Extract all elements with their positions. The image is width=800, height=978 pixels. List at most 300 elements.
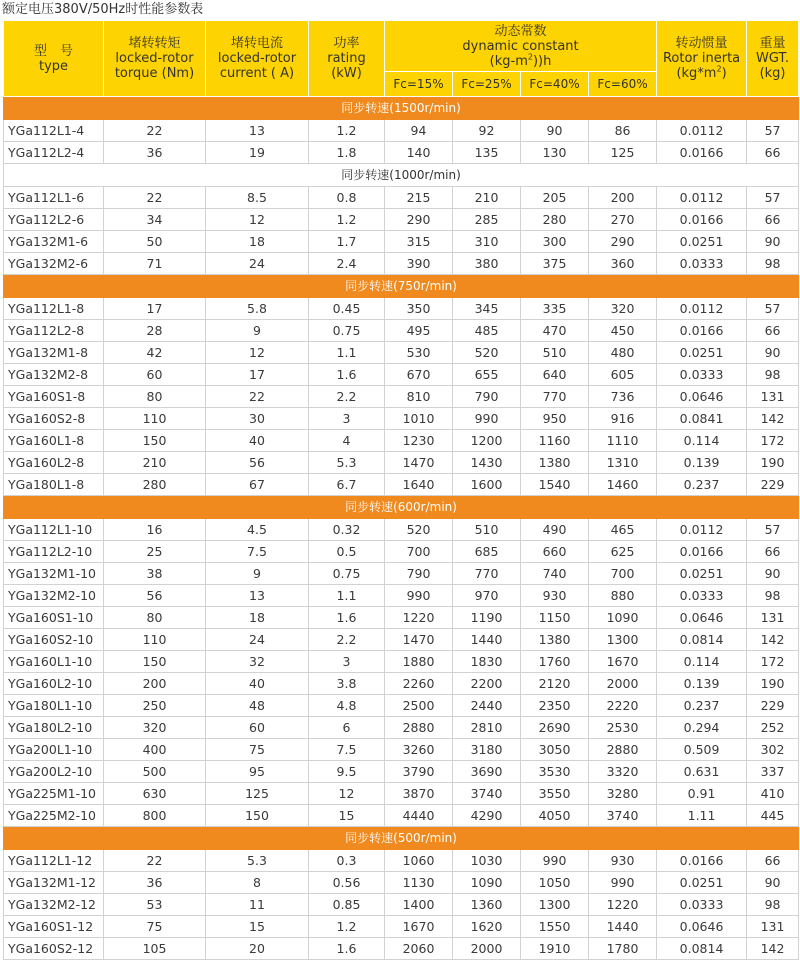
model-cell: YGa132M2-10 [4,585,104,607]
value-cell: 1090 [453,872,521,894]
value-cell: 0.294 [657,717,747,739]
header-power-en2: (kW) [331,66,362,81]
model-cell: YGa160L2-8 [4,452,104,474]
value-cell: 4 [309,430,385,452]
header-power-cn: 功率 [333,36,360,51]
value-cell: 20 [206,938,309,960]
section-header-row [4,827,799,850]
table-row [4,209,799,231]
value-cell: 350 [385,298,453,320]
value-cell: 2.4 [309,253,385,275]
value-cell: 4.5 [206,519,309,541]
value-cell: 5.8 [206,298,309,320]
header-type [4,21,104,97]
value-cell: 131 [747,916,799,938]
value-cell: 1540 [521,474,589,496]
value-cell: 18 [206,607,309,629]
table-row [4,541,799,563]
value-cell: 28 [104,320,206,342]
value-cell: 280 [521,209,589,231]
value-cell: 950 [521,408,589,430]
model-cell: YGa112L2-10 [4,541,104,563]
value-cell: 0.8 [309,187,385,209]
value-cell: 19 [206,142,309,164]
value-cell: 1.1 [309,342,385,364]
value-cell: 2350 [521,695,589,717]
value-cell: 290 [589,231,657,253]
value-cell: 30 [206,408,309,430]
value-cell: 75 [104,916,206,938]
table-row [4,916,799,938]
value-cell: 605 [589,364,657,386]
table-row [4,695,799,717]
header-torque-en1: locked-rotor [115,51,194,66]
value-cell: 880 [589,585,657,607]
value-cell: 320 [589,298,657,320]
value-cell: 410 [747,783,799,805]
value-cell: 32 [206,651,309,673]
value-cell: 335 [521,298,589,320]
value-cell: 98 [747,894,799,916]
value-cell: 302 [747,739,799,761]
value-cell: 1430 [453,452,521,474]
header-torque-cn: 堵转转矩 [128,36,181,51]
table-row [4,563,799,585]
value-cell: 2000 [453,938,521,960]
value-cell: 345 [453,298,521,320]
value-cell: 0.0166 [657,541,747,563]
value-cell: 1620 [453,916,521,938]
value-cell: 125 [589,142,657,164]
table-row [4,805,799,827]
table-row [4,850,799,872]
value-cell: 8.5 [206,187,309,209]
value-cell: 685 [453,541,521,563]
value-cell: 86 [589,120,657,142]
value-cell: 3550 [521,783,589,805]
value-cell: 285 [453,209,521,231]
table-row [4,408,799,430]
value-cell: 7.5 [309,739,385,761]
value-cell: 1.11 [657,805,747,827]
value-cell: 0.0166 [657,850,747,872]
value-cell: 94 [385,120,453,142]
table-row [4,452,799,474]
value-cell: 0.0112 [657,298,747,320]
value-cell: 215 [385,187,453,209]
value-cell: 375 [521,253,589,275]
value-cell: 660 [521,541,589,563]
value-cell: 0.0646 [657,916,747,938]
value-cell: 57 [747,519,799,541]
value-cell: 90 [747,342,799,364]
value-cell: 2690 [521,717,589,739]
model-cell: YGa112L1-4 [4,120,104,142]
table-row [4,739,799,761]
value-cell: 131 [747,386,799,408]
value-cell: 280 [104,474,206,496]
value-cell: 40 [206,673,309,695]
model-cell: YGa132M2-12 [4,894,104,916]
value-cell: 0.0646 [657,386,747,408]
value-cell: 0.114 [657,651,747,673]
table-row [4,872,799,894]
value-cell: 80 [104,386,206,408]
value-cell: 150 [206,805,309,827]
value-cell: 3050 [521,739,589,761]
value-cell: 310 [453,231,521,253]
value-cell: 1380 [521,452,589,474]
value-cell: 75 [206,739,309,761]
header-fc-60: Fc=60% [589,72,657,97]
value-cell: 0.114 [657,430,747,452]
table-row [4,585,799,607]
table-row [4,142,799,164]
value-cell: 53 [104,894,206,916]
value-cell: 9.5 [309,761,385,783]
value-cell: 1.7 [309,231,385,253]
model-cell: YGa180L2-10 [4,717,104,739]
table-row [4,187,799,209]
value-cell: 990 [521,850,589,872]
value-cell: 0.0251 [657,342,747,364]
value-cell: 0.0251 [657,231,747,253]
header-inertia-unit: $(kg*m^2)$ [676,64,727,81]
value-cell: 380 [453,253,521,275]
value-cell: 1200 [453,430,521,452]
value-cell: 190 [747,673,799,695]
model-cell: YGa132M2-8 [4,364,104,386]
value-cell: 3280 [589,783,657,805]
value-cell: 0.45 [309,298,385,320]
table-row [4,651,799,673]
value-cell: 142 [747,408,799,430]
table-row [4,761,799,783]
value-cell: 66 [747,850,799,872]
value-cell: 22 [104,120,206,142]
value-cell: 1760 [521,651,589,673]
value-cell: 1110 [589,430,657,452]
value-cell: 3740 [589,805,657,827]
value-cell: 3.8 [309,673,385,695]
value-cell: 5.3 [206,850,309,872]
value-cell: 92 [453,120,521,142]
value-cell: 0.85 [309,894,385,916]
value-cell: 3530 [521,761,589,783]
value-cell: 2810 [453,717,521,739]
value-cell: 2.2 [309,386,385,408]
value-cell: 56 [206,452,309,474]
value-cell: 0.0112 [657,120,747,142]
value-cell: 229 [747,695,799,717]
table-row [4,717,799,739]
value-cell: 930 [521,585,589,607]
value-cell: 3180 [453,739,521,761]
value-cell: 700 [385,541,453,563]
model-cell: YGa180L1-10 [4,695,104,717]
value-cell: 13 [206,585,309,607]
header-fc-25: Fc=25% [453,72,521,97]
value-cell: 0.0166 [657,142,747,164]
table-row [4,320,799,342]
value-cell: 1090 [589,607,657,629]
section-title: 同步转速(750r/min) [4,275,799,298]
value-cell: 40 [206,430,309,452]
value-cell: 95 [206,761,309,783]
value-cell: 190 [747,452,799,474]
value-cell: 0.0333 [657,364,747,386]
value-cell: 15 [309,805,385,827]
value-cell: 200 [104,673,206,695]
value-cell: 1880 [385,651,453,673]
value-cell: 2060 [385,938,453,960]
value-cell: 1310 [589,452,657,474]
model-cell: YGa132M1-10 [4,563,104,585]
value-cell: 131 [747,607,799,629]
value-cell: 15 [206,916,309,938]
value-cell: 625 [589,541,657,563]
value-cell: 5.3 [309,452,385,474]
value-cell: 1060 [385,850,453,872]
value-cell: 465 [589,519,657,541]
model-cell: YGa112L1-8 [4,298,104,320]
value-cell: 2260 [385,673,453,695]
value-cell: 0.56 [309,872,385,894]
value-cell: 470 [521,320,589,342]
value-cell: 1220 [589,894,657,916]
value-cell: 790 [385,563,453,585]
value-cell: 1220 [385,607,453,629]
header-weight-cn: 重量 [759,36,786,51]
value-cell: 98 [747,364,799,386]
table-row [4,298,799,320]
value-cell: 90 [747,872,799,894]
value-cell: 1160 [521,430,589,452]
table-row [4,430,799,452]
value-cell: 530 [385,342,453,364]
header-current-cn: 堵转电流 [230,36,283,51]
value-cell: 0.75 [309,563,385,585]
model-cell: YGa225M2-10 [4,805,104,827]
value-cell: 0.0333 [657,253,747,275]
value-cell: 150 [104,651,206,673]
value-cell: 50 [104,231,206,253]
value-cell: 930 [589,850,657,872]
value-cell: 3 [309,408,385,430]
value-cell: 1.2 [309,120,385,142]
value-cell: 22 [104,187,206,209]
table-row [4,783,799,805]
header-current [206,21,309,97]
value-cell: 520 [385,519,453,541]
value-cell: 1230 [385,430,453,452]
value-cell: 90 [747,231,799,253]
value-cell: 1400 [385,894,453,916]
value-cell: 80 [104,607,206,629]
value-cell: 520 [453,342,521,364]
value-cell: 0.139 [657,673,747,695]
value-cell: 22 [206,386,309,408]
value-cell: 0.0814 [657,938,747,960]
table-row [4,120,799,142]
value-cell: 0.0333 [657,585,747,607]
value-cell: 57 [747,298,799,320]
value-cell: 16 [104,519,206,541]
header-dynamic-constant [385,21,657,72]
model-cell: YGa112L2-8 [4,320,104,342]
value-cell: 11 [206,894,309,916]
value-cell: 3740 [453,783,521,805]
value-cell: 210 [104,452,206,474]
header-dyn-unit: $(kg-m^2))h$ [489,52,552,69]
table-row [4,629,799,651]
value-cell: 0.0112 [657,187,747,209]
value-cell: 990 [453,408,521,430]
value-cell: 480 [589,342,657,364]
value-cell: 17 [206,364,309,386]
value-cell: 66 [747,209,799,231]
value-cell: 56 [104,585,206,607]
value-cell: 0.139 [657,452,747,474]
value-cell: 17 [104,298,206,320]
value-cell: 1.2 [309,916,385,938]
table-row [4,894,799,916]
table-caption: 额定电压380V/50Hz时性能参数表 [2,2,204,17]
value-cell: 3 [309,651,385,673]
value-cell: 1050 [521,872,589,894]
table-row [4,386,799,408]
value-cell: 0.631 [657,761,747,783]
value-cell: 1190 [453,607,521,629]
value-cell: 229 [747,474,799,496]
value-cell: 105 [104,938,206,960]
header-torque [104,21,206,97]
value-cell: 2530 [589,717,657,739]
value-cell: 1600 [453,474,521,496]
value-cell: 1470 [385,629,453,651]
model-cell: YGa160S1-12 [4,916,104,938]
value-cell: 0.91 [657,783,747,805]
value-cell: 1550 [521,916,589,938]
value-cell: 66 [747,142,799,164]
value-cell: 3870 [385,783,453,805]
table-row [4,519,799,541]
value-cell: 60 [206,717,309,739]
value-cell: 110 [104,408,206,430]
value-cell: 142 [747,629,799,651]
value-cell: 1.8 [309,142,385,164]
section-header-row [4,496,799,519]
value-cell: 200 [589,187,657,209]
value-cell: 2200 [453,673,521,695]
value-cell: 3690 [453,761,521,783]
model-cell: YGa160S2-10 [4,629,104,651]
value-cell: 57 [747,120,799,142]
value-cell: 3790 [385,761,453,783]
value-cell: 485 [453,320,521,342]
value-cell: 360 [589,253,657,275]
model-cell: YGa160L2-10 [4,673,104,695]
value-cell: 1.6 [309,364,385,386]
value-cell: 990 [385,585,453,607]
section-header-row [4,275,799,298]
value-cell: 640 [521,364,589,386]
value-cell: 1.1 [309,585,385,607]
value-cell: 1150 [521,607,589,629]
value-cell: 2000 [589,673,657,695]
value-cell: 3320 [589,761,657,783]
model-cell: YGa160S2-8 [4,408,104,430]
value-cell: 110 [104,629,206,651]
table-header [4,21,799,97]
table-body [4,97,799,960]
value-cell: 740 [521,563,589,585]
value-cell: 1.2 [309,209,385,231]
value-cell: 7.5 [206,541,309,563]
model-cell: YGa180L1-8 [4,474,104,496]
value-cell: 2.2 [309,629,385,651]
value-cell: 34 [104,209,206,231]
value-cell: 0.5 [309,541,385,563]
value-cell: 210 [453,187,521,209]
value-cell: 66 [747,541,799,563]
value-cell: 4.8 [309,695,385,717]
value-cell: 1780 [589,938,657,960]
value-cell: 42 [104,342,206,364]
value-cell: 630 [104,783,206,805]
table-row [4,673,799,695]
value-cell: 22 [104,850,206,872]
value-cell: 320 [104,717,206,739]
value-cell: 490 [521,519,589,541]
header-current-en2: current ( A) [219,66,295,81]
header-type-cn: 型 号 [33,43,73,59]
value-cell: 9 [206,320,309,342]
value-cell: 25 [104,541,206,563]
value-cell: 0.75 [309,320,385,342]
value-cell: 270 [589,209,657,231]
value-cell: 6 [309,717,385,739]
header-torque-en2: torque (Nm) [114,66,195,81]
value-cell: 12 [206,209,309,231]
value-cell: 970 [453,585,521,607]
value-cell: 0.237 [657,474,747,496]
value-cell: 1470 [385,452,453,474]
value-cell: 3260 [385,739,453,761]
value-cell: 125 [206,783,309,805]
header-inertia-en: Rotor inerta [662,51,741,66]
header-inertia [657,21,747,97]
value-cell: 2440 [453,695,521,717]
section-header-row [4,97,799,120]
table-row [4,607,799,629]
value-cell: 0.0646 [657,607,747,629]
value-cell: 98 [747,585,799,607]
performance-table [3,20,799,960]
model-cell: YGa112L1-12 [4,850,104,872]
value-cell: 13 [206,120,309,142]
value-cell: 36 [104,872,206,894]
value-cell: 2220 [589,695,657,717]
model-cell: YGa112L2-6 [4,209,104,231]
model-cell: YGa112L1-6 [4,187,104,209]
model-cell: YGa112L1-10 [4,519,104,541]
value-cell: 1640 [385,474,453,496]
value-cell: 172 [747,430,799,452]
value-cell: 2880 [385,717,453,739]
model-cell: YGa200L1-10 [4,739,104,761]
value-cell: 790 [453,386,521,408]
